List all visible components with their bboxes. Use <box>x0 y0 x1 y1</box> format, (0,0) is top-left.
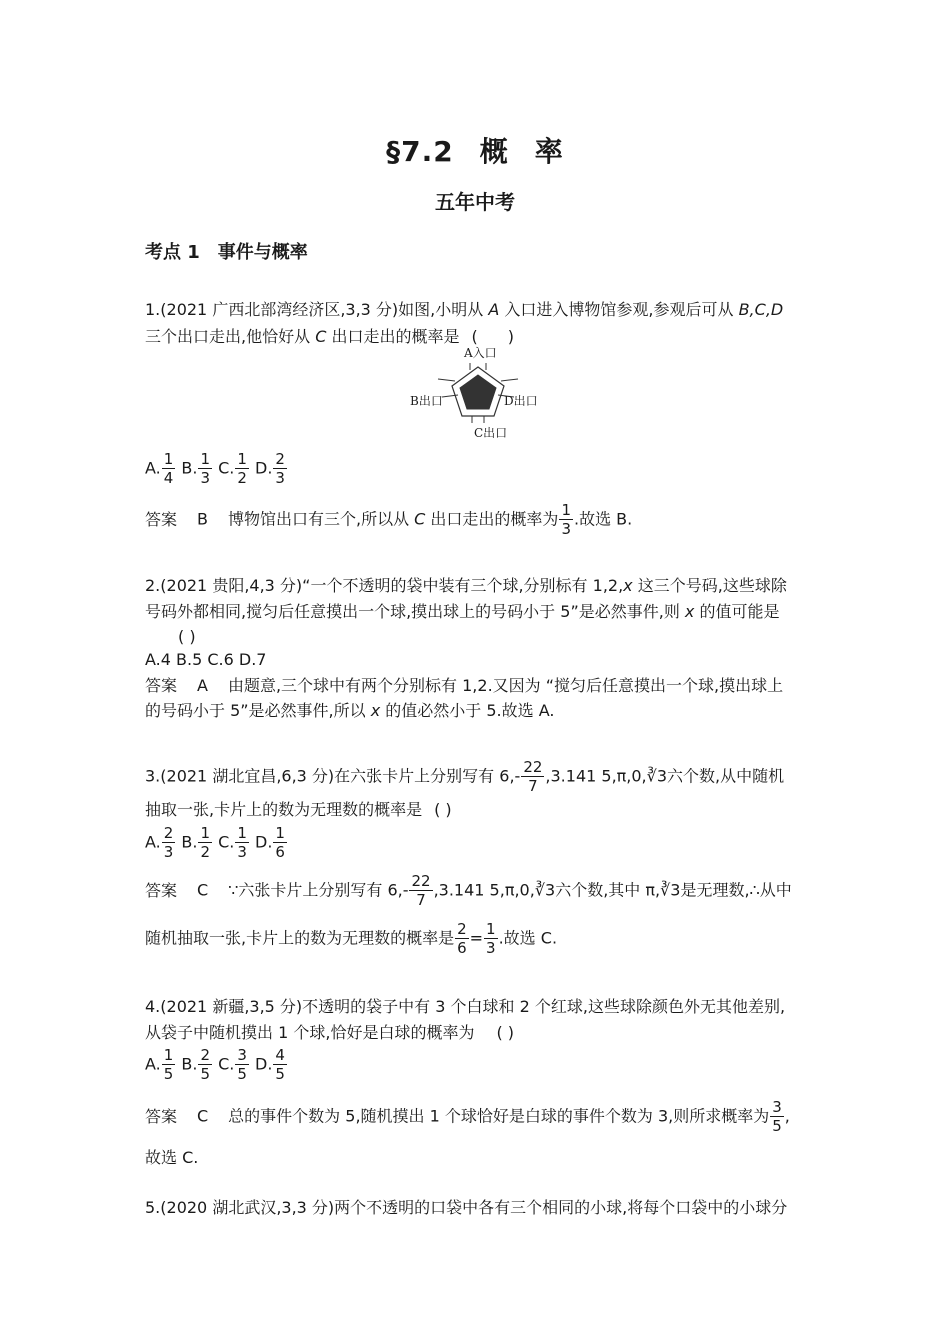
title-char-1: 概 <box>479 135 509 168</box>
q3-answer-line1: 答案 C ∵六张卡片上分别写有 6,- $\frac{22}{7}$ ,3.141 5,π,0,∛3六个数,其中 π,∛3是无理数,∴从中 <box>145 872 792 909</box>
q3-answer-frac: $\frac{22}{7}$ <box>411 872 431 909</box>
exit-d-wall-top <box>501 379 518 381</box>
q5-line1: 5.(2020 湖北武汉,3,3 分)两个不透明的口袋中各有三个相同的小球,将每个口袋中的小球分 <box>145 1198 788 1217</box>
label-c-exit: C出口 <box>474 426 508 440</box>
label-d-exit: D出口 <box>504 394 538 408</box>
q2-answer-line2: 的号码小于 5”是必然事件,所以 x 的值必然小于 5.故选 A. <box>145 701 555 720</box>
q3-answer-frac2: $\frac{1}{3}$ <box>486 920 496 957</box>
section-heading <box>145 238 308 264</box>
page-subtitle: 五年中考 <box>435 190 515 214</box>
label-b-exit: B出口 <box>410 394 443 408</box>
q4-option-d-frac: $\frac{4}{5}$ <box>275 1046 285 1083</box>
q3-option-d-frac: $\frac{1}{6}$ <box>275 824 285 861</box>
q1-answer-frac: $\frac{1}{3}$ <box>561 501 571 538</box>
q4-answer-line1: 答案 C 总的事件个数为 5,随机摸出 1 个球恰好是白球的事件个数为 3,则所求概率为 $\frac{3}{5}$ , <box>145 1098 790 1135</box>
section-number: §7.2 <box>386 135 454 168</box>
title-char-2: 率 <box>534 135 564 168</box>
q4-option-b-frac: $\frac{2}{5}$ <box>200 1046 210 1083</box>
q3-options: A. $\frac{2}{3}$ B. $\frac{1}{2}$ C. $\frac{1}{3}$ D. $\frac{1}{6}$ <box>145 824 285 861</box>
q3-line2: 抽取一张,卡片上的数为无理数的概率是 ( ) <box>145 800 452 819</box>
q1-line1: 1.(2021 广西北部湾经济区,3,3 分)如图,小明从 A 入口进入博物馆参观,参观后可从 B,C,D <box>145 300 784 319</box>
q1-line2: 三个出口走出,他恰好从 C 出口走出的概率是 ( ) <box>145 327 514 346</box>
q4-line1: 4.(2021 新疆,3,5 分)不透明的袋子中有 3 个白球和 2 个红球,这些球除颜色外无其他差别, <box>145 997 786 1016</box>
section-name: 事件与概率 <box>217 242 308 263</box>
q4-answer-frac: $\frac{3}{5}$ <box>772 1098 782 1135</box>
q4-options: A. $\frac{1}{5}$ B. $\frac{2}{5}$ C. $\frac{3}{5}$ D. $\frac{4}{5}$ <box>145 1046 285 1083</box>
q2-paren: ( ) <box>178 627 196 646</box>
q4-option-c-frac: $\frac{3}{5}$ <box>237 1046 247 1083</box>
q1-option-b-frac: $\frac{1}{3}$ <box>200 450 210 487</box>
q4-line2: 从袋子中随机摸出 1 个球,恰好是白球的概率为 ( ) <box>145 1023 515 1042</box>
q3-answer-line2: 随机抽取一张,卡片上的数为无理数的概率是 $\frac{2}{6}$ = $\frac{1}{3}$ .故选 C. <box>145 920 558 957</box>
museum-figure <box>408 345 548 445</box>
q1-answer: 答案 B 博物馆出口有三个,所以从 C 出口走出的概率为 $\frac{1}{3}$ .故选 B. <box>145 501 633 538</box>
q1-options: A. $\frac{1}{4}$ B. $\frac{1}{3}$ C. $\frac{1}{2}$ D. $\frac{2}{3}$ <box>145 450 285 487</box>
q2-line1: 2.(2021 贵阳,4,3 分)“一个不透明的袋中装有三个球,分别标有 1,2,x 这三个号码,这些球除 <box>145 576 787 595</box>
answer-label: 答案 <box>145 509 178 529</box>
exit-b-wall-top <box>438 379 455 381</box>
q1-option-c-frac: $\frac{1}{2}$ <box>237 450 247 487</box>
q3-option-c-frac: $\frac{1}{3}$ <box>237 824 247 861</box>
page-title <box>0 130 950 170</box>
q2-line2: 号码外都相同,搅匀后任意摸出一个球,摸出球上的号码小于 5”是必然事件,则 x 的值可能是 <box>145 602 780 621</box>
q3-answer-frac1: $\frac{2}{6}$ <box>457 920 467 957</box>
section-label: 考点 1 <box>145 242 200 263</box>
q4-answer-line2: 故选 C. <box>145 1148 199 1167</box>
q3-option-b-frac: $\frac{1}{2}$ <box>200 824 210 861</box>
label-a-entrance: A入口 <box>464 346 497 360</box>
q3-frac: $\frac{22}{7}$ <box>523 758 543 795</box>
q1-option-a-frac: $\frac{1}{4}$ <box>163 450 174 487</box>
q3-line1: 3.(2021 湖北宜昌,6,3 分)在六张卡片上分别写有 6,- $\frac{22}{7}$ ,3.141 5,π,0,∛3六个数,从中随机 <box>145 758 785 795</box>
q2-answer-line1: 答案 A 由题意,三个球中有两个分别标有 1,2.又因为 “搅匀后任意摸出一个球,摸出球上 <box>145 676 784 695</box>
q3-option-a-frac: $\frac{2}{3}$ <box>163 824 174 861</box>
q2-options: A.4 B.5 C.6 D.7 <box>145 650 267 669</box>
q4-option-a-frac: $\frac{1}{5}$ <box>163 1046 174 1083</box>
q1-option-d-frac: $\frac{2}{3}$ <box>275 450 285 487</box>
pentagon-shape <box>460 375 496 409</box>
